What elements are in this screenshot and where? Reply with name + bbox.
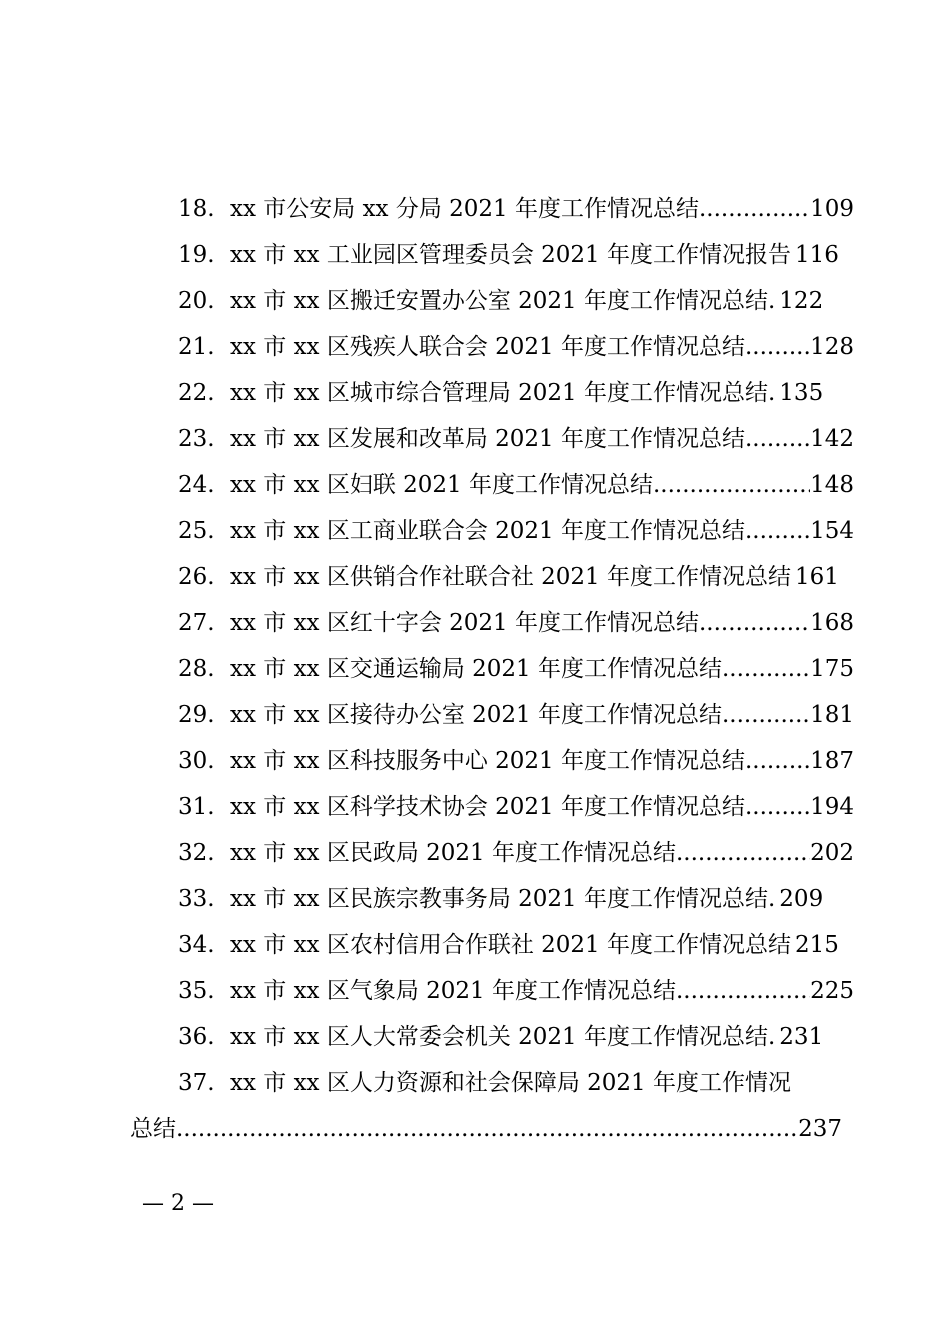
toc-entry xyxy=(0,600,950,646)
toc-entry-number: 27. xyxy=(178,610,215,636)
toc-entry-line xyxy=(230,784,854,830)
toc-dot-leader xyxy=(745,416,810,462)
toc-entry-title: xx 市 xx 区发展和改革局 2021 年度工作情况总结 xyxy=(230,426,745,452)
toc-entry-number: 24. xyxy=(178,472,215,498)
toc-entry xyxy=(0,370,950,416)
toc-entry xyxy=(0,738,950,784)
toc-entry-line xyxy=(230,370,854,416)
toc-entry xyxy=(0,416,950,462)
toc-entry-title: xx 市 xx 区科技服务中心 2021 年度工作情况总结 xyxy=(230,748,745,774)
toc-entry-line xyxy=(230,692,854,738)
toc-entry-number: 31. xyxy=(178,794,215,820)
toc-entry-number: 25. xyxy=(178,518,215,544)
toc-entry-title: xx 市公安局 xx 分局 2021 年度工作情况总结 xyxy=(230,196,699,222)
toc-entry-title: xx 市 xx 工业园区管理委员会 2021 年度工作情况报告 xyxy=(230,242,791,268)
toc-entry-page: 148 xyxy=(810,472,854,498)
toc-entry-line xyxy=(230,416,854,462)
toc-entry-line xyxy=(230,232,854,278)
toc-entry-page: 237 xyxy=(798,1116,842,1142)
toc-dot-leader xyxy=(699,186,810,232)
toc-entry-title: xx 市 xx 区搬迁安置办公室 2021 年度工作情况总结. xyxy=(230,288,776,314)
toc-dot-leader xyxy=(676,830,810,876)
toc-entry-title: xx 市 xx 区接待办公室 2021 年度工作情况总结 xyxy=(230,702,722,728)
toc-dot-leader xyxy=(745,738,810,784)
toc-dot-leader xyxy=(676,968,810,1014)
toc-entry-title: xx 市 xx 区交通运输局 2021 年度工作情况总结 xyxy=(230,656,722,682)
toc-entry-number: 36. xyxy=(178,1024,215,1050)
toc-entry xyxy=(0,1060,950,1106)
toc-dot-leader xyxy=(745,784,810,830)
toc-entry-number: 29. xyxy=(178,702,215,728)
toc-entry-line xyxy=(230,508,854,554)
toc-entry-number: 37. xyxy=(178,1070,215,1096)
toc-dot-leader xyxy=(722,692,810,738)
toc-entry xyxy=(0,784,950,830)
toc-dot-leader xyxy=(653,462,810,508)
toc-entry-title: xx 市 xx 区供销合作社联合社 2021 年度工作情况总结 xyxy=(230,564,791,590)
toc-entry-number: 18. xyxy=(178,196,215,222)
toc-entry-title: xx 市 xx 区民族宗教事务局 2021 年度工作情况总结. xyxy=(230,886,776,912)
toc-entry-title: xx 市 xx 区人力资源和社会保障局 2021 年度工作情况 xyxy=(230,1070,791,1096)
toc-entry-page: 202 xyxy=(810,840,854,866)
toc-entry-title: xx 市 xx 区人大常委会机关 2021 年度工作情况总结. xyxy=(230,1024,776,1050)
toc-entry-line xyxy=(230,600,854,646)
toc-entry-line xyxy=(230,830,854,876)
toc-entry xyxy=(0,508,950,554)
toc-entry xyxy=(0,324,950,370)
toc-entry-line xyxy=(230,738,854,784)
toc-entry xyxy=(0,922,950,968)
toc-entry-title: xx 市 xx 区工商业联合会 2021 年度工作情况总结 xyxy=(230,518,745,544)
toc-entry-line xyxy=(230,554,854,600)
toc-entry xyxy=(0,186,950,232)
toc-entry-number: 20. xyxy=(178,288,215,314)
toc-entry-line xyxy=(230,922,854,968)
toc-entry-page: 181 xyxy=(810,702,854,728)
toc-entry xyxy=(0,554,950,600)
toc-entry-page: 225 xyxy=(810,978,854,1004)
toc-entry-page: 122 xyxy=(779,288,824,314)
toc-entry-page: 231 xyxy=(779,1024,824,1050)
toc-entry-page: 168 xyxy=(810,610,854,636)
toc-entry-title: xx 市 xx 区城市综合管理局 2021 年度工作情况总结. xyxy=(230,380,776,406)
toc-dot-leader xyxy=(176,1106,798,1152)
toc-entry-page: 209 xyxy=(779,886,824,912)
toc-entry-number: 23. xyxy=(178,426,215,452)
toc-entry-number: 19. xyxy=(178,242,215,268)
toc-entry-title: xx 市 xx 区民政局 2021 年度工作情况总结 xyxy=(230,840,676,866)
toc-entry xyxy=(0,876,950,922)
toc-entry-number: 33. xyxy=(178,886,215,912)
table-of-contents xyxy=(0,186,950,1152)
toc-entry-page: 194 xyxy=(810,794,854,820)
toc-entry-number: 22. xyxy=(178,380,215,406)
toc-entry-line xyxy=(230,462,854,508)
toc-entry-number: 35. xyxy=(178,978,215,1004)
toc-entry-number: 30. xyxy=(178,748,215,774)
page-number-footer: — 2 — xyxy=(142,1191,214,1216)
toc-entry-number: 28. xyxy=(178,656,215,682)
toc-entry-line xyxy=(230,646,854,692)
toc-entry-title: 总结 xyxy=(130,1116,176,1142)
toc-entry xyxy=(0,830,950,876)
toc-entry xyxy=(0,1014,950,1060)
toc-dot-leader xyxy=(745,508,810,554)
toc-entry-line xyxy=(230,1014,854,1060)
toc-entry-line xyxy=(230,278,854,324)
toc-dot-leader xyxy=(722,646,810,692)
toc-entry-number: 26. xyxy=(178,564,215,590)
toc-entry xyxy=(0,692,950,738)
toc-entry-page: 142 xyxy=(810,426,854,452)
toc-entry-title: xx 市 xx 区红十字会 2021 年度工作情况总结 xyxy=(230,610,699,636)
toc-entry-continuation xyxy=(0,1106,950,1152)
toc-entry-page: 215 xyxy=(794,932,839,958)
toc-dot-leader xyxy=(699,600,810,646)
toc-entry-page: 187 xyxy=(810,748,854,774)
toc-entry-page: 116 xyxy=(794,242,839,268)
toc-entry-title: xx 市 xx 区农村信用合作联社 2021 年度工作情况总结 xyxy=(230,932,791,958)
toc-entry-page: 135 xyxy=(779,380,824,406)
toc-entry-number: 32. xyxy=(178,840,215,866)
toc-entry-line xyxy=(130,1106,842,1152)
toc-entry-line xyxy=(230,876,854,922)
toc-entry-line xyxy=(230,324,854,370)
toc-entry-page: 109 xyxy=(810,196,854,222)
toc-dot-leader xyxy=(745,324,810,370)
toc-entry-number: 34. xyxy=(178,932,215,958)
toc-entry-title: xx 市 xx 区妇联 2021 年度工作情况总结 xyxy=(230,472,653,498)
toc-entry-title: xx 市 xx 区气象局 2021 年度工作情况总结 xyxy=(230,978,676,1004)
toc-entry-page: 175 xyxy=(810,656,854,682)
toc-entry-line xyxy=(230,968,854,1014)
toc-entry xyxy=(0,462,950,508)
toc-entry-title: xx 市 xx 区科学技术协会 2021 年度工作情况总结 xyxy=(230,794,745,820)
toc-entry-line xyxy=(230,186,854,232)
toc-entry xyxy=(0,278,950,324)
toc-entry-title: xx 市 xx 区残疾人联合会 2021 年度工作情况总结 xyxy=(230,334,745,360)
toc-entry xyxy=(0,968,950,1014)
toc-entry-line xyxy=(230,1060,854,1106)
toc-entry xyxy=(0,646,950,692)
toc-entry-page: 154 xyxy=(810,518,854,544)
toc-entry xyxy=(0,232,950,278)
toc-entry-page: 128 xyxy=(810,334,854,360)
toc-entry-number: 21. xyxy=(178,334,215,360)
toc-entry-page: 161 xyxy=(794,564,839,590)
